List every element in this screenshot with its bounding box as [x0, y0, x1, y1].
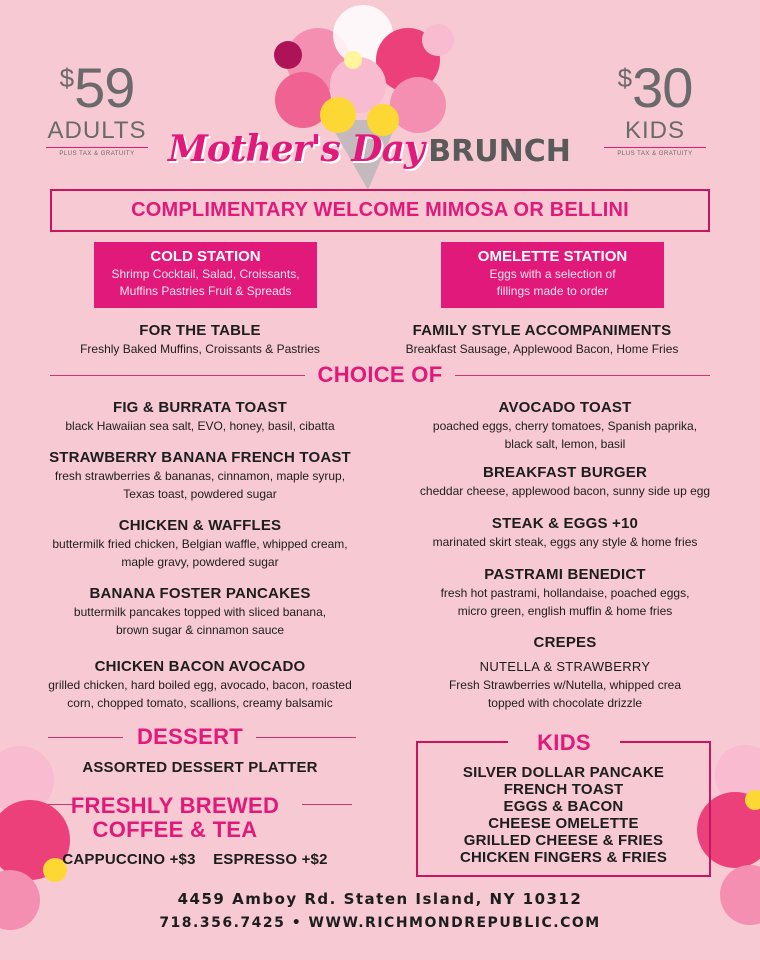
welcome-banner: COMPLIMENTARY WELCOME MIMOSA OR BELLINI — [50, 189, 710, 232]
kids-item: GRILLED CHEESE & FRIES — [463, 832, 664, 849]
footer-address: 4459 Amboy Rd. Staten Island, NY 10312 — [177, 890, 583, 908]
for-the-table — [40, 321, 360, 358]
omelette-station-title: OMELETTE STATION — [477, 248, 628, 265]
dessert-item: ASSORTED DESSERT PLATTER — [82, 759, 318, 776]
page-title — [168, 128, 588, 178]
item-title: AVOCADO TOAST — [498, 399, 632, 416]
choice-divider-right — [455, 375, 710, 376]
item-title: PASTRAMI BENEDICT — [484, 566, 646, 583]
item-title: STRAWBERRY BANANA FRENCH TOAST — [49, 449, 351, 466]
left-item-banana-foster — [30, 584, 370, 639]
kids-item: FRENCH TOAST — [503, 781, 624, 798]
item-desc: poached eggs, cherry tomatoes, Spanish paprika, — [432, 419, 698, 433]
item-subtitle: NUTELLA & STRAWBERRY — [479, 659, 651, 674]
kids-item: SILVER DOLLAR PANCAKE — [462, 764, 665, 781]
item-desc: black Hawaiian sea salt, EVO, honey, basil, cibatta — [65, 419, 335, 433]
kids-price-label: KIDS — [624, 117, 685, 144]
item-desc: buttermilk pancakes topped with sliced banana, — [73, 605, 327, 619]
left-item-chicken-waffles — [30, 516, 370, 571]
kids-item: CHEESE OMELETTE — [488, 815, 639, 832]
item-title: BREAKFAST BURGER — [482, 464, 648, 481]
cold-station-line2: Muffins Pastries Fruit & Spreads — [119, 284, 292, 298]
family-style-title: FAMILY STYLE ACCOMPANIMENTS — [412, 322, 672, 339]
item-desc: corn, chopped tomato, scallions, creamy balsamic — [67, 696, 333, 710]
right-item-breakfast-burger — [405, 463, 725, 500]
kids-price-symbol: $ — [617, 63, 633, 93]
item-title: FIG & BURRATA TOAST — [112, 399, 288, 416]
right-item-pastrami-benedict — [405, 565, 725, 620]
item-title: CHICKEN BACON AVOCADO — [94, 658, 306, 675]
adult-price-note: PLUS TAX & GRATUITY — [59, 151, 135, 157]
family-style — [372, 321, 712, 358]
omelette-station — [441, 242, 664, 308]
adult-price-rule — [46, 147, 148, 148]
right-item-avocado-toast — [405, 398, 725, 453]
title-brunch: BRUNCH — [428, 134, 571, 169]
item-desc: maple gravy, powdered sugar — [121, 555, 279, 569]
right-item-crepes — [405, 633, 725, 712]
right-item-steak-eggs — [405, 514, 725, 551]
coffee-heading — [60, 794, 290, 842]
left-item-strawberry-banana — [30, 448, 370, 503]
item-title: STEAK & EGGS +10 — [491, 515, 639, 532]
item-desc: black salt, lemon, basil — [504, 437, 626, 451]
kids-price-note: PLUS TAX & GRATUITY — [617, 151, 693, 157]
cold-station — [94, 242, 317, 308]
item-desc: marinated skirt steak, eggs any style & home fries — [432, 535, 698, 549]
kids-item: EGGS & BACON — [503, 798, 624, 815]
item-title: CHICKEN & WAFFLES — [118, 517, 282, 534]
kids-list — [416, 764, 711, 866]
adult-price — [42, 56, 152, 157]
item-desc: Fresh Strawberries w/Nutella, whipped crea — [448, 678, 682, 692]
for-the-table-title: FOR THE TABLE — [139, 322, 261, 339]
title-script: Mother's Day — [168, 128, 424, 170]
kids-price-rule — [604, 147, 706, 148]
omelette-station-line1: Eggs with a selection of — [489, 267, 616, 281]
adult-price-symbol: $ — [59, 63, 75, 93]
coffee-divider-right — [302, 804, 352, 805]
omelette-station-line2: fillings made to order — [496, 284, 609, 298]
dessert-divider-left — [48, 737, 123, 738]
adult-price-amount: 59 — [74, 56, 135, 119]
footer-contact: 718.356.7425 • WWW.RICHMONDREPUBLIC.COM — [159, 915, 601, 931]
item-desc: fresh strawberries & bananas, cinnamon, maple syrup, — [54, 469, 346, 483]
family-style-desc: Breakfast Sausage, Applewood Bacon, Home Fries — [405, 342, 679, 356]
adult-price-label: ADULTS — [47, 117, 147, 144]
item-title: CREPES — [533, 634, 597, 651]
item-desc: fresh hot pastrami, hollandaise, poached eggs, — [440, 586, 690, 600]
item-desc: cheddar cheese, applewood bacon, sunny side up egg — [419, 484, 711, 498]
for-the-table-desc: Freshly Baked Muffins, Croissants & Pastries — [80, 342, 320, 356]
kids-item: CHICKEN FINGERS & FRIES — [459, 849, 668, 866]
item-desc: Texas toast, powdered sugar — [123, 487, 277, 501]
dessert-heading: DESSERT — [136, 724, 243, 749]
left-item-fig-burrata — [30, 398, 370, 435]
kids-heading: KIDS — [508, 730, 620, 756]
item-desc: grilled chicken, hard boiled egg, avocado, bacon, roasted — [48, 678, 352, 692]
kids-price — [600, 56, 710, 157]
choice-heading: CHOICE OF — [317, 362, 443, 387]
item-desc: micro green, english muffin & home fries — [457, 604, 673, 618]
coffee-heading-line1: FRESHLY BREWED — [70, 793, 280, 818]
coffee-heading-line2: COFFEE & TEA — [92, 817, 258, 842]
item-desc: brown sugar & cinnamon sauce — [115, 623, 285, 637]
coffee-items: CAPPUCCINO +$3 ESPRESSO +$2 — [62, 851, 328, 868]
item-desc: buttermilk fried chicken, Belgian waffle, whipped cream, — [52, 537, 348, 551]
dessert-divider-right — [256, 737, 356, 738]
kids-price-amount: 30 — [632, 56, 693, 119]
cold-station-line1: Shrimp Cocktail, Salad, Croissants, — [111, 267, 300, 281]
left-item-chicken-bacon-avocado — [30, 657, 370, 712]
item-desc: topped with chocolate drizzle — [487, 696, 643, 710]
choice-divider-left — [50, 375, 305, 376]
item-title: BANANA FOSTER PANCAKES — [89, 585, 311, 602]
cold-station-title: COLD STATION — [150, 248, 261, 265]
